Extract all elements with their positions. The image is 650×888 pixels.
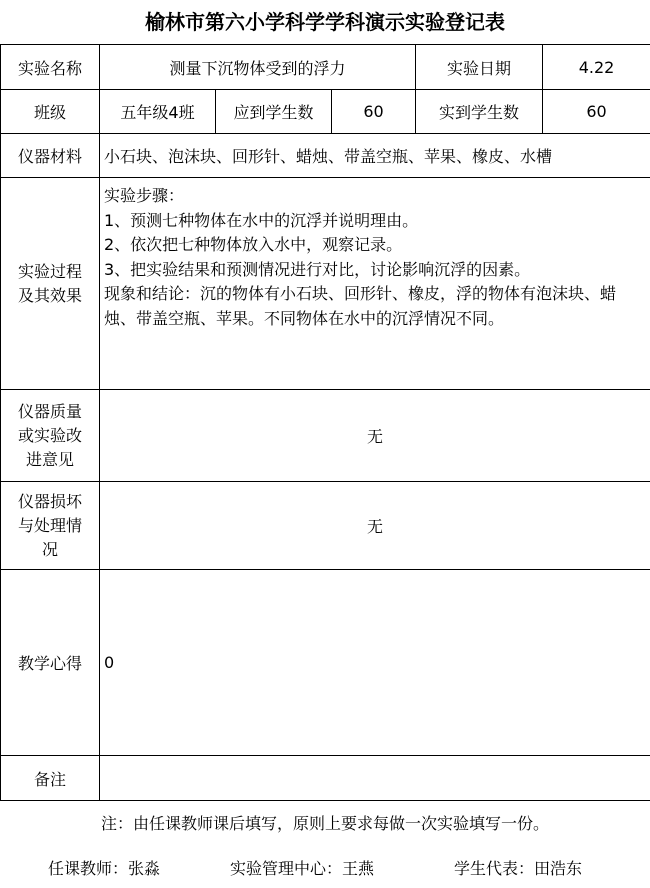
student-signature: 学生代表：田浩东 (454, 859, 583, 878)
process-label (1, 178, 100, 390)
experiment-name-row (1, 45, 650, 90)
process-label-line1: 实验过程 (17, 261, 82, 281)
materials-value: 小石块、泡沫块、回形针、蜡烛、带盖空瓶、苹果、橡皮、水槽 (100, 134, 650, 178)
materials-label: 仪器材料 (1, 134, 100, 178)
teaching-notes-label: 教学心得 (1, 570, 100, 756)
process-line: 1、预测七种物体在水中的沉浮并说明理由。 (104, 210, 419, 230)
quality-label-line1: 仪器质量 (17, 401, 82, 421)
experiment-name-value: 测量下沉物体受到的浮力 (100, 45, 416, 90)
teaching-notes-row (1, 570, 650, 756)
damage-label-line3: 况 (41, 539, 58, 559)
class-label: 班级 (1, 90, 100, 134)
process-line: 2、依次把七种物体放入水中，观察记录。 (104, 235, 403, 254)
teacher-signature: 任课教师：张淼 (48, 859, 161, 878)
actual-students-value: 60 (543, 90, 650, 134)
expected-students-value: 60 (332, 90, 416, 134)
teaching-notes-value: 0 (100, 570, 650, 756)
damage-label (1, 482, 100, 570)
quality-row (1, 390, 650, 482)
quality-value: 无 (100, 390, 650, 482)
remarks-row (1, 756, 650, 801)
footnote: 注：由任课教师课后填写，原则上要求每做一次实验填写一份。 (100, 814, 549, 833)
experiment-name-label: 实验名称 (1, 45, 100, 90)
process-row (1, 178, 650, 390)
damage-value: 无 (100, 482, 650, 570)
class-row (1, 90, 650, 134)
quality-label-line2: 或实验改 (17, 425, 82, 445)
remarks-label: 备注 (1, 756, 100, 801)
materials-row (1, 134, 650, 178)
experiment-date-label: 实验日期 (416, 45, 543, 90)
center-signature: 实验管理中心：王燕 (230, 859, 375, 878)
class-value: 五年级4班 (100, 90, 216, 134)
process-label-line2: 及其效果 (17, 285, 82, 305)
form-title: 榆林市第六小学科学学科演示实验登记表 (145, 10, 505, 34)
remarks-value (100, 756, 650, 801)
quality-label-line3: 进意见 (25, 449, 74, 469)
quality-label (1, 390, 100, 482)
process-line: 实验步骤： (104, 186, 185, 205)
signature-line (0, 844, 650, 888)
process-content (100, 178, 650, 390)
damage-label-line2: 与处理情 (17, 515, 82, 535)
process-line: 3、把实验结果和预测情况进行对比，讨论影响沉浮的因素。 (104, 259, 531, 279)
actual-students-label: 实到学生数 (416, 90, 543, 134)
registration-table (0, 44, 650, 801)
process-line: 现象和结论：沉的物体有小石块、回形针、橡皮，浮的物体有泡沫块、蜡烛、带盖空瓶、苹果。不同物体在水中的沉浮情况不同。 (104, 284, 617, 328)
damage-row (1, 482, 650, 570)
expected-students-label: 应到学生数 (216, 90, 332, 134)
experiment-date-value: 4.22 (543, 45, 650, 90)
damage-label-line1: 仪器损坏 (17, 491, 82, 511)
